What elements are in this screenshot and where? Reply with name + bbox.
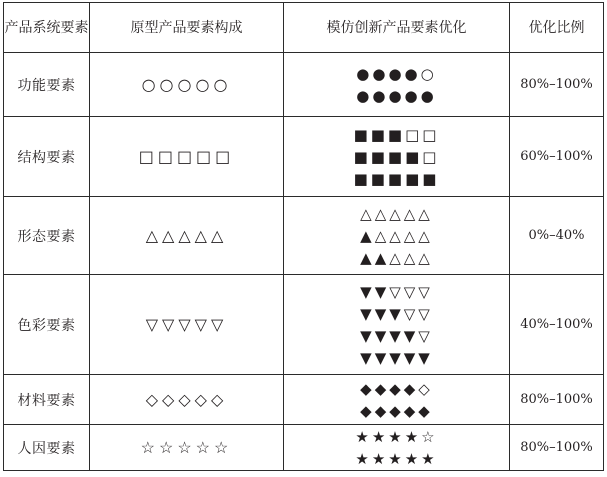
header-optimization-ratio: 优化比例: [510, 3, 604, 53]
optimized-line: ◆◆◆◆◆: [360, 401, 433, 420]
optimized-symbols: [284, 197, 510, 275]
table-row-color: [4, 275, 604, 375]
optimized-symbols: [284, 375, 510, 425]
optimized-line: ■■■■□: [353, 147, 440, 166]
optimized-symbols: [284, 117, 510, 197]
optimized-line: ★★★★☆: [355, 427, 438, 446]
prototype-symbols: ◇◇◇◇◇: [90, 375, 284, 425]
optimized-symbols: [284, 275, 510, 375]
element-name: 形态要素: [4, 197, 90, 275]
table-header-row: [4, 3, 604, 53]
optimized-line: ■■■□□: [353, 125, 440, 144]
table-row-function: [4, 53, 604, 117]
element-optimization-table: [3, 2, 604, 471]
optimization-ratio: 80%–100%: [510, 53, 604, 117]
element-name: 材料要素: [4, 375, 90, 425]
element-name: 色彩要素: [4, 275, 90, 375]
optimized-line: ■■■■■: [353, 169, 440, 188]
optimization-ratio: 0%–40%: [510, 197, 604, 275]
prototype-symbols: ○○○○○: [90, 53, 284, 117]
header-imitation-optimization: 模仿创新产品要素优化: [284, 3, 510, 53]
prototype-symbols: □□□□□: [90, 117, 284, 197]
optimized-symbols: [284, 53, 510, 117]
header-product-system-elements: 产品系统要素: [4, 3, 90, 53]
optimized-line: ▼▼▼▼▼: [360, 348, 433, 367]
table-row-human-factors: [4, 425, 604, 471]
element-name: 功能要素: [4, 53, 90, 117]
optimized-line: ●●●●○: [356, 64, 437, 83]
optimized-line: ★★★★★: [355, 449, 438, 468]
prototype-symbols: ▽▽▽▽▽: [90, 275, 284, 375]
optimized-line: ▼▼▼▼▽: [360, 326, 433, 345]
table-row-structure: [4, 117, 604, 197]
optimization-ratio: 80%–100%: [510, 425, 604, 471]
optimized-line: ▼▼▼▽▽: [360, 304, 433, 323]
element-name: 结构要素: [4, 117, 90, 197]
optimization-ratio: 60%–100%: [510, 117, 604, 197]
optimized-line: ▼▼▽▽▽: [360, 282, 433, 301]
header-prototype-composition: 原型产品要素构成: [90, 3, 284, 53]
prototype-symbols: △△△△△: [90, 197, 284, 275]
optimized-line: ◆◆◆◆◇: [360, 379, 433, 398]
optimized-line: △△△△△: [360, 204, 433, 223]
prototype-symbols: ☆☆☆☆☆: [90, 425, 284, 471]
optimization-ratio: 40%–100%: [510, 275, 604, 375]
optimized-line: ▲△△△△: [360, 226, 433, 245]
optimized-line: ●●●●●: [356, 86, 437, 105]
element-name: 人因要素: [4, 425, 90, 471]
optimized-line: ▲▲△△△: [360, 248, 433, 267]
optimization-ratio: 80%–100%: [510, 375, 604, 425]
table-row-material: [4, 375, 604, 425]
optimized-symbols: [284, 425, 510, 471]
table-row-form: [4, 197, 604, 275]
